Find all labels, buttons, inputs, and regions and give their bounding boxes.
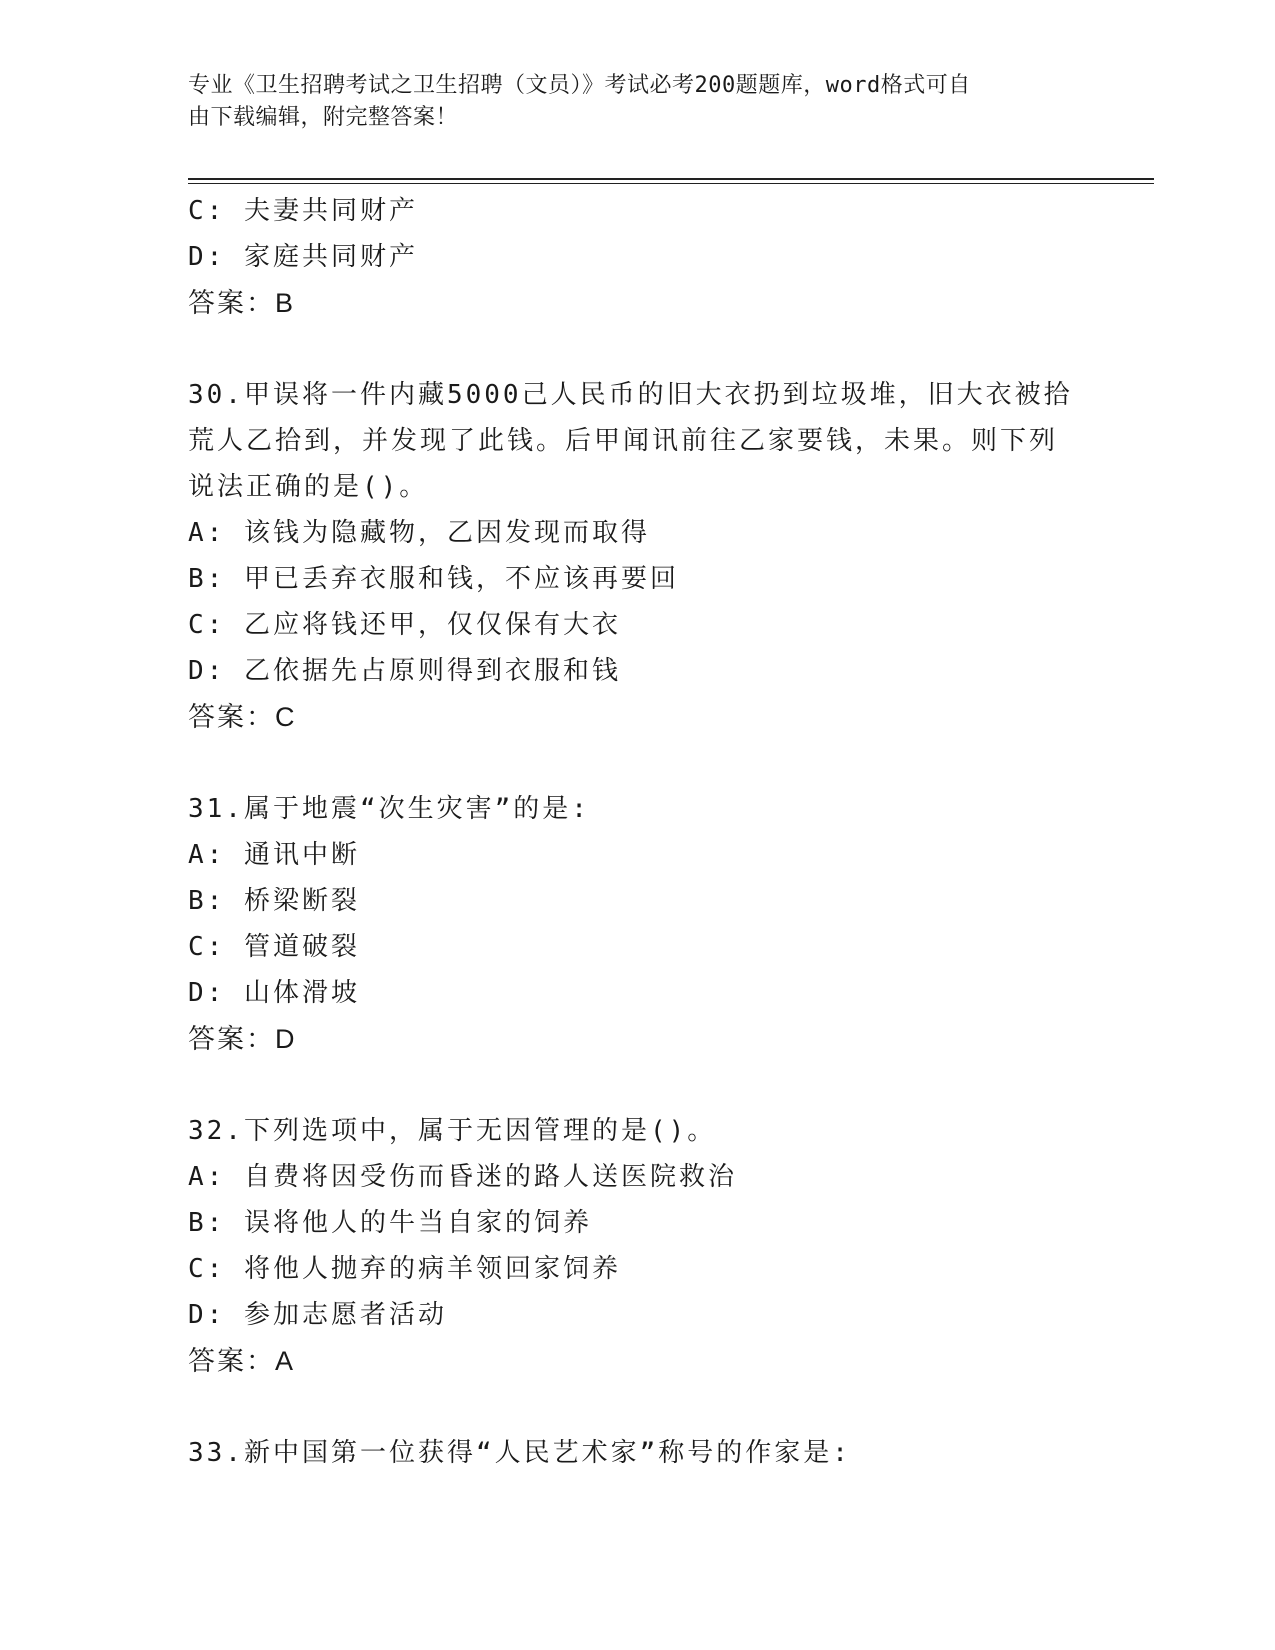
option-a: A: 该钱为隐藏物，乙因发现而取得 — [188, 518, 650, 548]
question-stem-line: 30.甲误将一件内藏5000己人民币的旧大衣扔到垃圾堆，旧大衣被拾 — [188, 380, 1073, 410]
header-line-1: 专业《卫生招聘考试之卫生招聘（文员）》考试必考200题题库，word格式可自 — [188, 73, 971, 98]
spacer — [188, 740, 1088, 786]
question-stem-line: 32.下列选项中，属于无因管理的是()。 — [188, 1116, 717, 1146]
header-rule-thick — [188, 178, 1154, 180]
answer-line: 答案：C — [188, 702, 297, 732]
question-stem-line: 31.属于地震“次生灾害”的是: — [188, 794, 590, 824]
option-c: C: 夫妻共同财产 — [188, 196, 418, 226]
question-stem-line: 说法正确的是()。 — [188, 472, 429, 502]
answer-line: 答案：D — [188, 1024, 297, 1054]
option-c: C: 管道破裂 — [188, 932, 360, 962]
option-b: B: 桥梁断裂 — [188, 886, 360, 916]
header-rule-thin — [188, 183, 1154, 184]
header-line-2: 由下载编辑，附完整答案！ — [188, 105, 459, 130]
option-c: C: 乙应将钱还甲，仅仅保有大衣 — [188, 610, 621, 640]
question-list — [188, 188, 1088, 1476]
option-a: A: 通讯中断 — [188, 840, 360, 870]
question-32 — [188, 1108, 1088, 1384]
option-b: B: 甲已丢弃衣服和钱，不应该再要回 — [188, 564, 679, 594]
question-31 — [188, 786, 1088, 1062]
answer-line: 答案：A — [188, 1346, 296, 1376]
document-header — [188, 70, 1068, 134]
option-d: D: 乙依据先占原则得到衣服和钱 — [188, 656, 621, 686]
question-stem-line: 33.新中国第一位获得“人民艺术家”称号的作家是: — [188, 1438, 851, 1468]
spacer — [188, 326, 1088, 372]
question-30 — [188, 372, 1088, 740]
question-stem-line: 荒人乙拾到，并发现了此钱。后甲闻讯前往乙家要钱，未果。则下列 — [188, 426, 1059, 456]
option-c: C: 将他人抛弃的病羊领回家饲养 — [188, 1254, 621, 1284]
option-d: D: 参加志愿者活动 — [188, 1300, 447, 1330]
spacer — [188, 1062, 1088, 1108]
answer-line: 答案：B — [188, 288, 296, 318]
option-d: D: 山体滑坡 — [188, 978, 360, 1008]
prev-question-tail — [188, 188, 1088, 326]
option-d: D: 家庭共同财产 — [188, 242, 418, 272]
option-b: B: 误将他人的牛当自家的饲养 — [188, 1208, 592, 1238]
option-a: A: 自费将因受伤而昏迷的路人送医院救治 — [188, 1162, 737, 1192]
spacer — [188, 1384, 1088, 1430]
question-33 — [188, 1430, 1088, 1476]
